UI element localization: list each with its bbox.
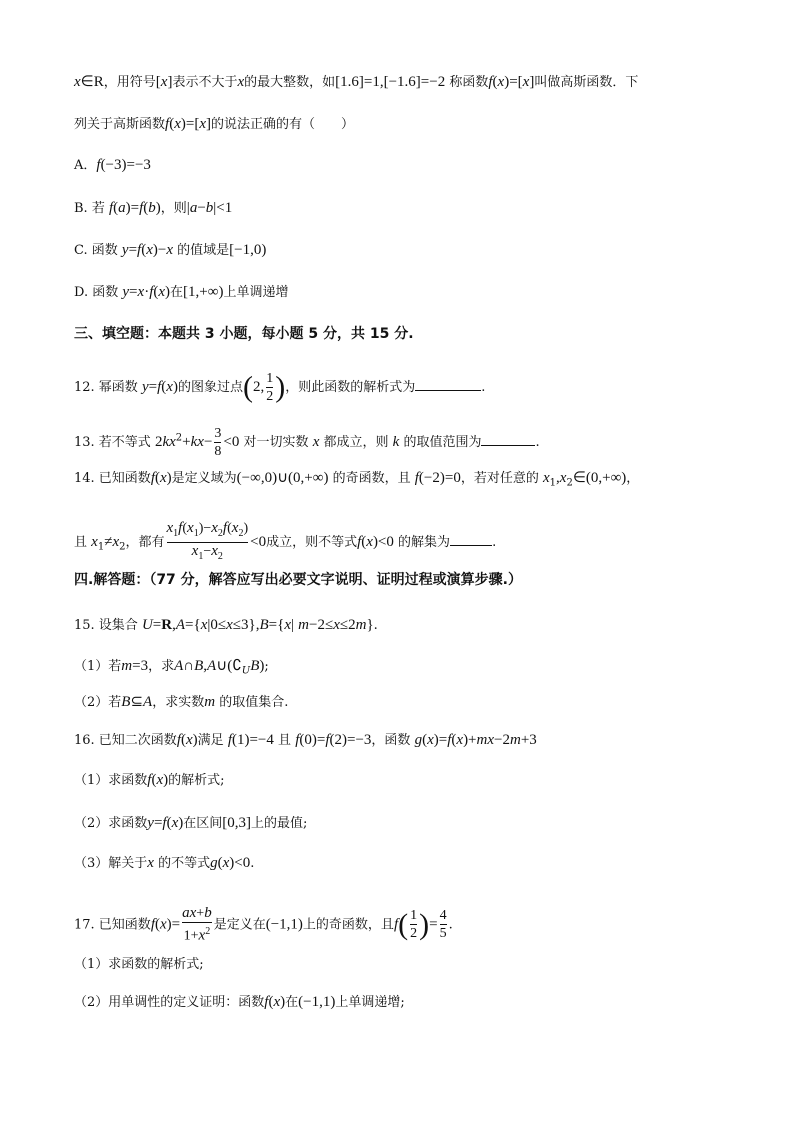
question-16: 16. 已知二次函数f(x)满足 f(1)=−4 且 f(0)=f(2)=−3，函数 g(x)=f(x)+mx−2m+3 [74,732,537,748]
section-4-title: 四.解答题：（77 分，解答应写出必要文字说明、证明过程或演算步骤.） [74,572,522,588]
q11-option-a: A．f(−3)=−3 [74,157,151,173]
question-15-part1: （1）若m=3，求$A\cap B,A\cup(∁_UB)$; [74,658,269,677]
section-3-title: 三、填空题：本题共 3 小题，每小题 5 分，共 15 分. [74,326,414,342]
question-15-part2: （2）若B⊆A，求实数m 的取值集合. [74,694,289,710]
question-13: 13. 若不等式 $2kx^2+kx-$ $\frac{3}{8}$ <0 对一切实数 x 都成立，则 k 的取值范围为 . [74,426,540,459]
question-17-part2: （2）用单调性的定义证明：函数f(x)在(−1,1)上单调递增; [74,994,405,1010]
question-16-part3: （3）解关于x 的不等式g(x)<0. [74,855,255,871]
question-17: 17. 已知函数f(x)= $\frac{ax+b}{1+x^2}$ 是定义在(−1,1)上的奇函数，且f( $\frac{1}{2}$ )= $\frac{4}{5}$ . [74,905,453,944]
q11-line2: 列关于高斯函数f(x)=[x]的说法正确的有（ ） [74,116,354,132]
q11-option-d: D. 函数 y=x·f(x)在[1,+∞)上单调递增 [74,284,289,300]
q11-option-c: C. 函数 y=f(x)−x 的值域是[−1,0) [74,242,267,258]
question-16-part2: （2）求函数y=f(x)在区间[0,3]上的最值; [74,815,308,831]
question-17-part1: （1）求函数的解析式; [74,957,204,972]
question-14-line2: 且 $x_1\ne x_2$，都有 $\frac{x_1f(x_1)-x_2f(x_2)}{x_1-x_2}$ <0成立，则不等式f(x)<0 的解集为 . [74,520,496,565]
question-15: 15. 设集合 U=R,A={x|0≤x≤3},B={x| m−2≤x≤2m}. [74,617,378,633]
question-14-line1: 14. 已知函数f(x)是定义域为(−∞,0)∪(0,+∞) 的奇函数，且 f(−2)=0，若对任意的 $x_1,x_2\in(0,+\infty)$， [74,470,640,489]
q11-option-b: B. 若 f(a)=f(b)，则|a−b|<1 [74,200,233,216]
q11-line1: x∈R，用符号[x]表示不大于x的最大整数，如[1.6]=1,[−1.6]=−2 称函数f(x)=[x]叫做高斯函数．下 [74,74,639,90]
question-12: 12. 幂函数 y=f(x)的图象过点(2, $\frac{1}{2}$ )，则此函数的解析式为 . [74,370,486,404]
question-16-part1: （1）求函数f(x)的解析式; [74,772,225,788]
